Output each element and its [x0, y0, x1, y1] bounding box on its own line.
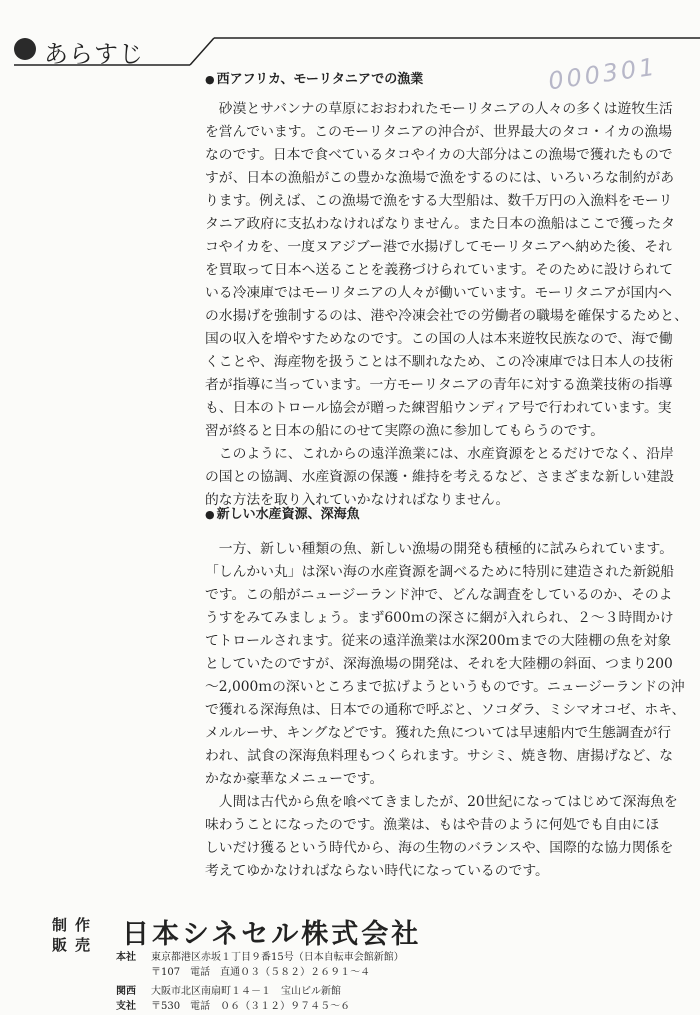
- office-phone: 〒107 電話 直通０３（５８２）２６９１～４: [151, 967, 371, 978]
- section-deep-sea-fish: [205, 505, 686, 883]
- office-address: 東京都港区赤坂１丁目９番15号（日本自転車会館新館）: [151, 952, 404, 963]
- company-name: 日本シネセル株式会社: [122, 919, 422, 950]
- section-heading: ● 西アフリカ、モーリタニアでの漁業: [205, 72, 424, 87]
- office-label-head: 本社: [116, 952, 136, 963]
- bullet-icon: ●: [205, 73, 215, 86]
- section-mauritania: [205, 70, 688, 512]
- paragraph: 一方、新しい種類の魚、新しい漁場の開発も積極的に試みられています。 「しんかい丸」は深い海の水産資源を調べるために特別に建造された新鋭船 です。この船がニュージーランド沖で、どんな調査をしているのか、そのよ うすをみてみましょう。まず600ｍの深さに網が入れられ、２～３時間かけ てトロールされます。従来の遠洋漁業は水深200ｍまでの大陸棚の魚を対象 としていたのですが、深海漁場の開発は、それを大陸棚の斜面、つまり200 ～2,000ｍの深いところまで拡げようというものです。ニュージーランドの沖 で獲れる深海魚は、日本での通称で呼ぶと、ソコダラ、ミシマオコゼ、ホキ、 メルルーサ、キングなどです。獲れた魚については早速船内で生態調査が行 われ、試食の深海魚料理もつくられます。サシミ、焼き物、唐揚げなど、な かなか豪華なメニューです。: [205, 541, 686, 787]
- office-phone: 〒530 電話 ０６（３１２）９７４５～６: [151, 1001, 351, 1012]
- page-title: あらすじ: [44, 40, 144, 68]
- credit-role-production: 制作: [52, 916, 99, 934]
- office-label-branch: 支社: [116, 1001, 136, 1012]
- office-address: 大阪市北区南扇町１４－１ 宝山ビル新館: [151, 986, 341, 997]
- paragraph: 人間は古代から魚を喰べてきましたが、20世紀になってはじめて深海魚を 味わうことになったのです。漁業は、もはや昔のように何処でも自由にほ しいだけ獲るという時代から、海の生物のバランスや、国際的な協力関係を 考えてゆかなければならない時代になっているのです。: [205, 794, 678, 879]
- section-heading: ● 新しい水産資源、深海魚: [205, 507, 360, 522]
- credit-role-sales: 販売: [52, 936, 99, 954]
- paragraph: 砂漠とサバンナの草原におおわれたモーリタニアの人々の多くは遊牧生活 を営んでいます。このモーリタニアの沖合が、世界最大のタコ・イカの漁場 なのです。日本で食べているタコやイカの大部分はこの漁場で獲れたもので すが、日本の漁船がこの豊かな漁場で漁をするのには、いろいろな制約があ ります。例えば、この漁場で漁をする大型船は、数千万円の入漁料をモーリ タニア政府に支払わなければなりません。また日本の漁船はここで獲ったタ コやイカを、一度ヌアジブー港で水揚げしてモーリタニアへ納めた後、それ を買取って日本へ送ることを義務づけられています。そのために設けられて いる冷凍庫ではモーリタニアの人々が働いています。モーリタニアが国内へ の水揚げを強制するのは、港や冷凍会社での労働者の職場を確保するためと、 国の収入を増やすためなのです。この国の人は本来遊牧民族なので、海で働 くことや、海産物を扱うことは不馴れなため、この冷凍庫では日本人の技術 者が指導に当っています。一方モーリタニアの青年に対する漁業技術の指導 も、日本のトロール協会が贈った練習船ウンディア号で行われています。実 習が終ると日本の船にのせて実際の漁に参加してもらうのです。: [205, 101, 688, 439]
- office-label-kansai: 関西: [116, 986, 136, 997]
- credits-block: [52, 912, 672, 1012]
- paragraph: このように、これからの遠洋漁業には、水産資源をとるだけでなく、沿岸 の国との協調、水産資源の保護・維持を考えるなど、さまざまな新しい建設 的な方法を取り入れていかなければなりません。: [205, 446, 675, 508]
- bullet-icon: ●: [205, 508, 215, 521]
- handwritten-number-stamp: 000301: [546, 52, 660, 96]
